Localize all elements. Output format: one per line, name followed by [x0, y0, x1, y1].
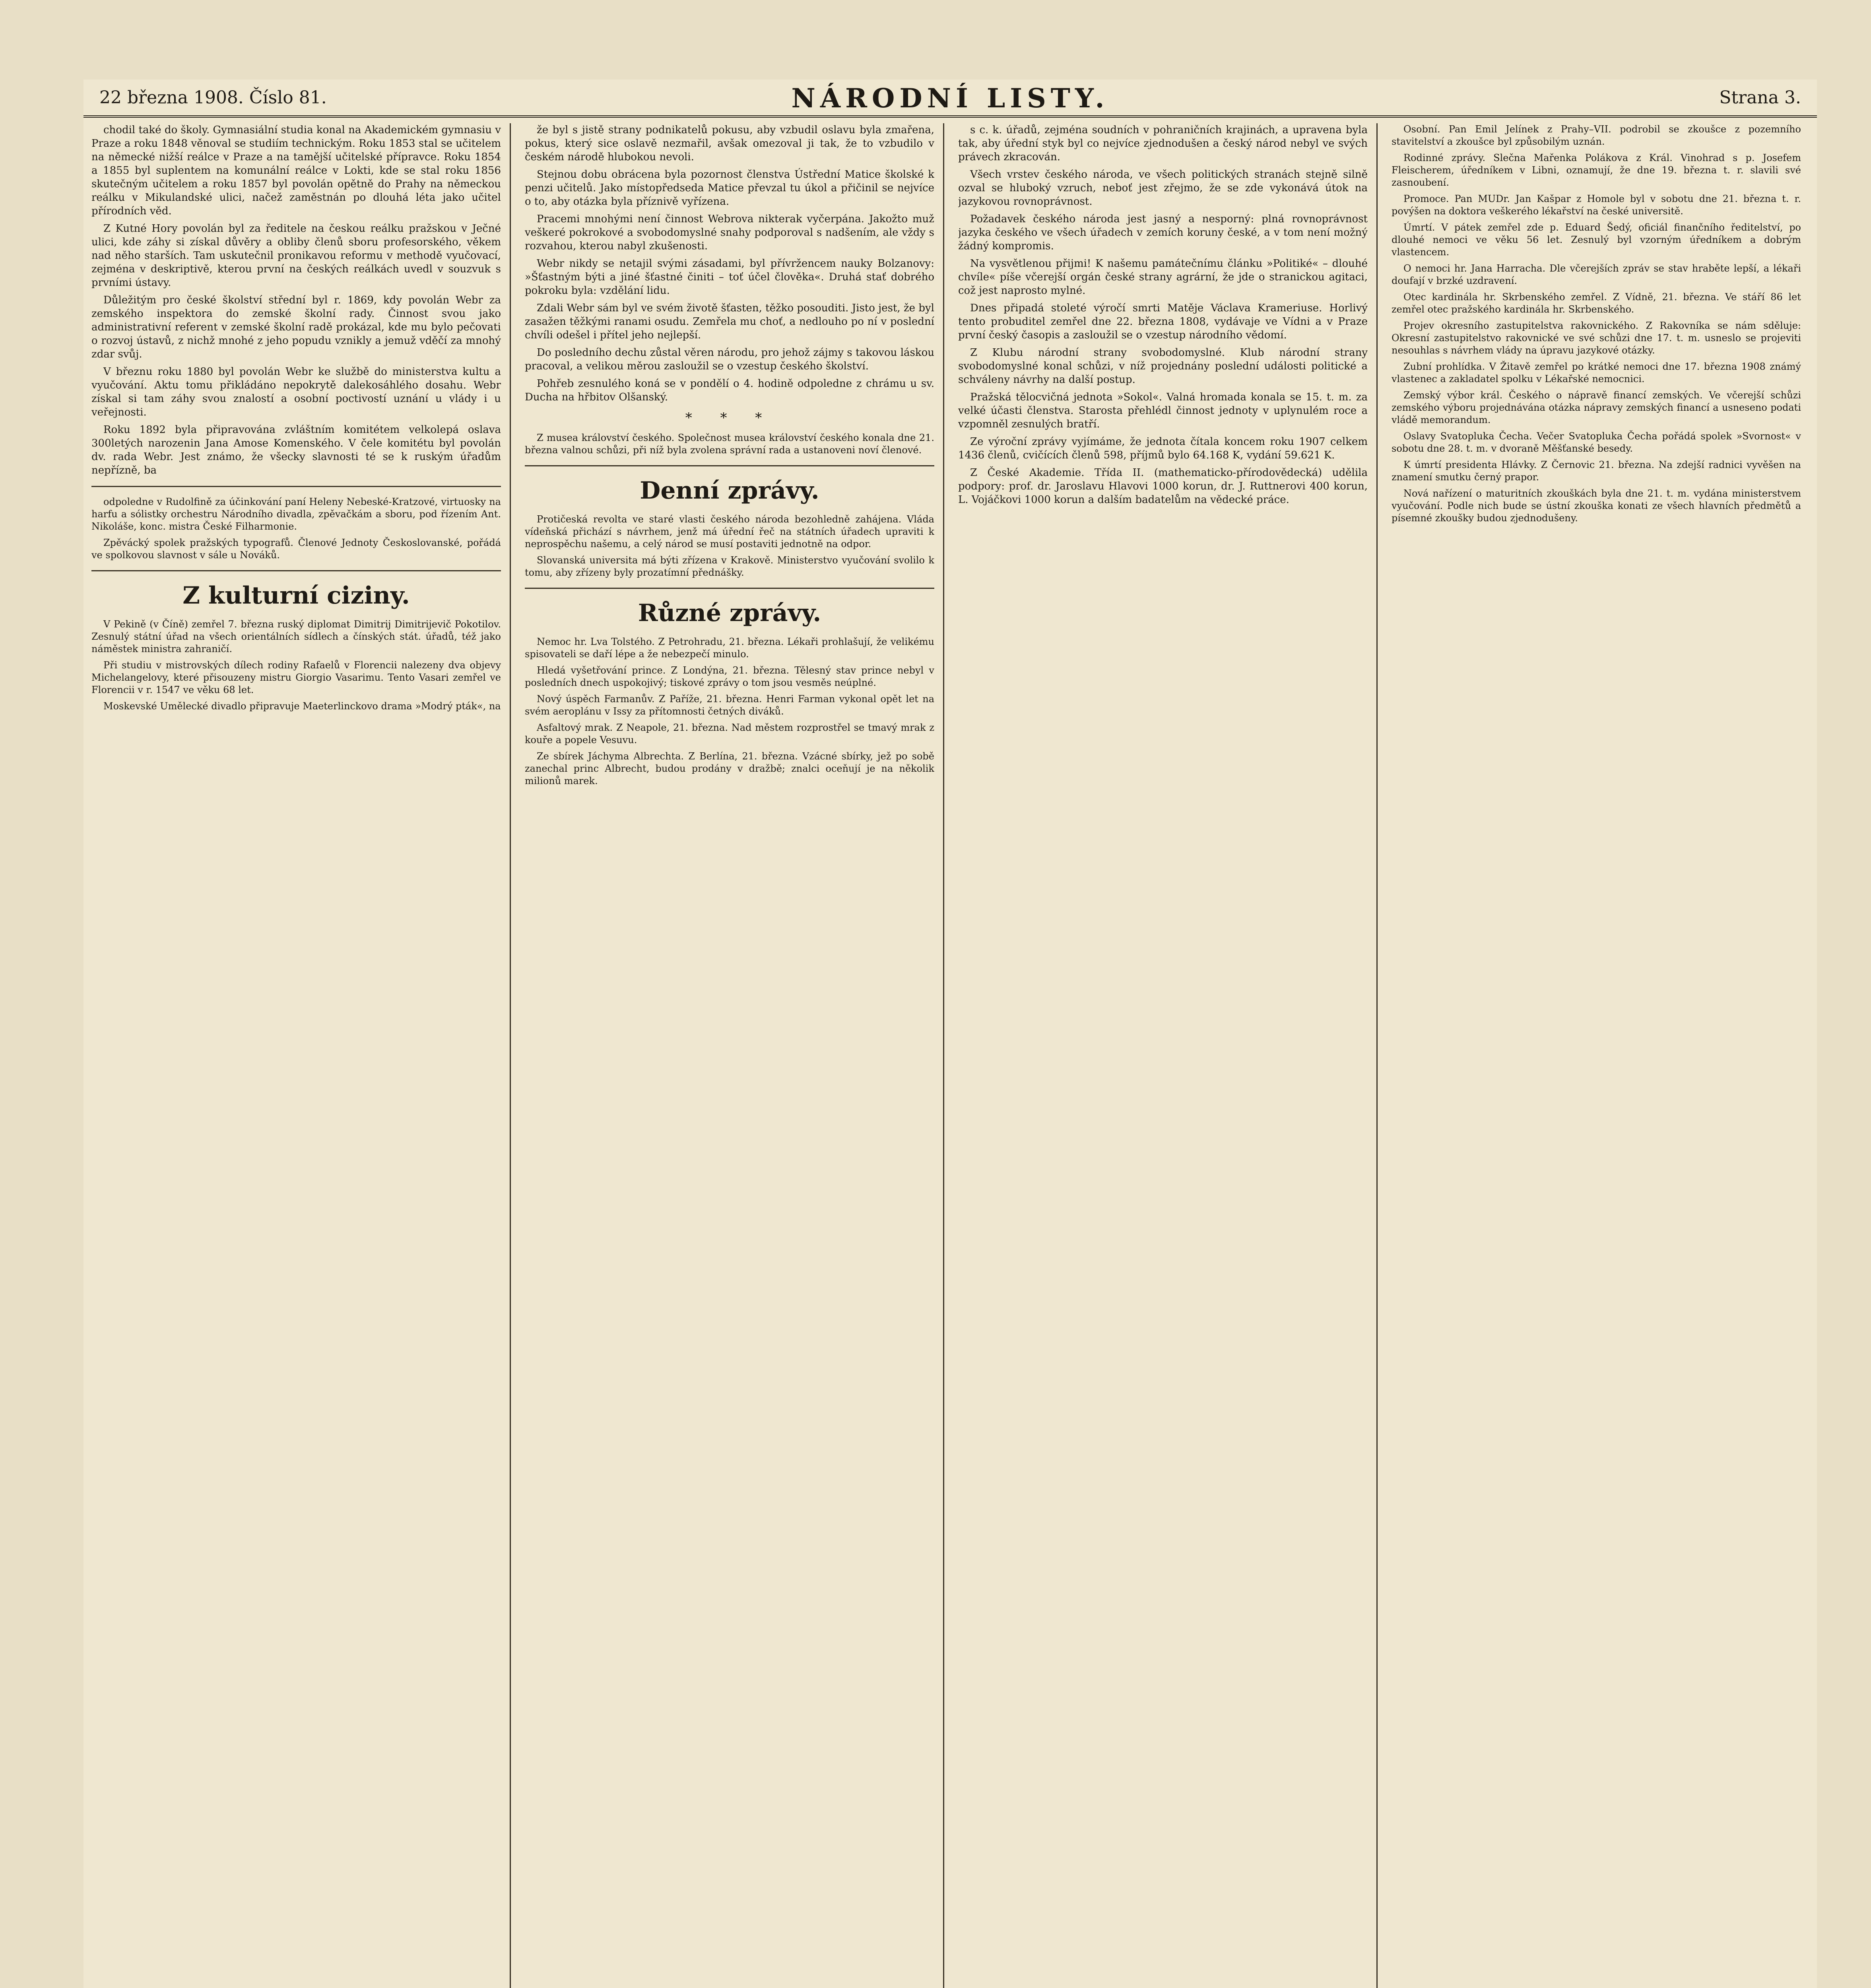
article-paragraph: Důležitým pro české školství střední byl r. 1869, kdy povolán Webr za zemského inspektora do zemské školní rady. Činnost svou jako administrativní referent v zemské školní radě prokázal, kde mu bylo pečovati o rozvoj ústavů, z nichž mnohé z jeho popudu vznikly a jemuž vděčí za mnohý zdar svůj. [91, 294, 501, 360]
news-item: K úmrtí presidenta Hlávky. Z Černovic 21. března. Na zdejší radnici vyvěšen na znamení smutku černý prapor. [1392, 459, 1801, 483]
column-2 [525, 123, 934, 1988]
newspaper-title: NÁRODNÍ LISTY. [791, 83, 1109, 114]
news-item: Z Klubu národní strany svobodomyslné. Klub národní strany svobodomyslné konal schůzi, v níž projednány poslední události politické a schváleny návrhy na další postup. [958, 347, 1368, 386]
news-item: Zpěvácký spolek pražských typografů. Členové Jednoty Českoslovanské, pořádá ve spolkovou slavnost v sále u Nováků. [91, 537, 501, 561]
column-rule [943, 123, 944, 1988]
issue-date: 22 března 1908. Číslo 81. [99, 87, 327, 108]
news-item: Při studiu v mistrovských dílech rodiny Rafaelů v Florencii nalezeny dva objevy Michelangelovy, které přisouzeny mistru Giorgio Vasarimu. Tento Vasari zemřel ve Florencii v r. 1547 ve věku 68 let. [91, 660, 501, 695]
news-item: Otec kardinála hr. Skrbenského zemřel. Z Vídně, 21. března. Ve stáří 86 let zemřel otec pražského kardinála hr. Skrbenského. [1392, 291, 1801, 315]
column-rule [1376, 123, 1378, 1988]
news-item: Hledá vyšetřování prince. Z Londýna, 21. března. Tělesný stav prince nebyl v posledních dnech uspokojivý; tiskové zprávy o tom jsou vesměs neúplné. [525, 665, 934, 688]
news-item: Nový úspěch Farmanův. Z Paříže, 21. března. Henri Farman vykonal opět let na svém aeroplánu v Issy za přítomnosti četných diváků. [525, 693, 934, 717]
news-item: Úmrtí. V pátek zemřel zde p. Eduard Šedý, oficiál finančního ředitelství, po dlouhé nemoci ve věku 56 let. Zesnulý byl vzorným úředníkem a dobrým vlastencem. [1392, 222, 1801, 258]
news-item: Pražská tělocvičná jednota »Sokol«. Valná hromada konala se 15. t. m. za velké účasti členstva. Starosta přehlédl činnost jednoty v uplynulém roce a vzpomněl zesnulých bratří. [958, 391, 1368, 430]
separator-stars: * * * [685, 410, 774, 426]
news-item: Nová nařízení o maturitních zkouškách byla dne 21. t. m. vydána ministerstvem vyučování. Podle nich bude se ústní zkouška konati ze všech hlavních předmětů a písemné zkoušky budou zjednodušeny. [1392, 488, 1801, 524]
column-rule [510, 123, 511, 1988]
section-divider [91, 570, 501, 571]
news-item: Moskevské Umělecké divadlo připravuje Maeterlinckovo drama »Modrý pták«, na [103, 701, 501, 712]
article-paragraph: Roku 1892 byla připravována zvláštním komitétem velkolepá oslava 300letých narozenin Jana Amose Komenského. V čele komitétu byl povolán dv. rada Webr. Jest známo, že všecky slavnosti té se k ruským úřadům nepřízně, ba [91, 424, 501, 476]
section-divider [525, 465, 934, 466]
masthead [83, 80, 1817, 118]
news-item: Promoce. Pan MUDr. Jan Kašpar z Homole byl v sobotu dne 21. března t. r. povýšen na doktora veškerého lékařství na české universitě. [1392, 193, 1801, 217]
article-paragraph: chodil také do školy. Gymnasiální studia konal na Akademickém gymnasiu v Praze a roku 1848 věnoval se studiím technickým. Roku 1853 stal se učitelem na německé nižší reálce v Praze a na tamější učitelské přípravce. Roku 1854 a 1855 byl suplentem na komunální reálce v Lokti, kde se stal roku 1856 skutečným učitelem a roku 1857 byl povolán opětně do Prahy na německou reálku v Mikulandské ulici, načež zaměstnán po dlouhá léta jako učitel přírodních věd. [91, 124, 501, 217]
news-item: Z České Akademie. Třída II. (mathematicko-přírodovědecká) udělila podpory: prof. dr. Jaroslavu Hlavovi 1000 korun, dr. J. Ruttnerovi 400 korun, L. Vojáčkovi 1000 korun a dalším badatelům na vědecké práce. [958, 467, 1368, 506]
article-paragraph: Pracemi mnohými není činnost Webrova nikterak vyčerpána. Jakožto muž veškeré pokrokové a svobodomyslné snahy podporoval s nadšením, ale vždy s rozvahou, kterou nabyl zkušenosti. [525, 213, 934, 252]
column-3 [958, 123, 1368, 1988]
article-paragraph: Webr nikdy se netajil svými zásadami, byl přívržencem nauky Bolzanovy: »Šťastným býti a jiné šťastné činiti – toť účel člověka«. Druhá stať dobrého pokroku byla: vzdělání lidu. [525, 258, 934, 297]
news-item: V Pekině (v Číně) zemřel 7. března ruský diplomat Dimitrij Dimitrijevič Pokotilov. Zesnulý státní úřad na všech orientálních sídlech a čínských stát. úřadů, též jako náměstek ministra zahraničí. [91, 619, 501, 654]
news-item: Protičeská revolta ve staré vlasti českého národa bezohledně zahájena. Vláda vídeňská přichází s návrhem, jenž má úřední řeč na státních úřadech upraviti k neprospěchu našemu, a celý národ se musí postaviti jednotně na odpor. [525, 514, 934, 549]
article-paragraph: s c. k. úřadů, zejména soudních v pohraničních krajinách, a upravena byla tak, aby úřední styk byl co nejvíce zjednodušen a český národ nebyl ve svých právech zkracován. [958, 124, 1368, 163]
section-divider [91, 486, 501, 487]
newspaper-page [83, 80, 1817, 1988]
column-4 [1392, 123, 1801, 1988]
news-item: Oslavy Svatopluka Čecha. Večer Svatopluka Čecha pořádá spolek »Svornost« v sobotu dne 28. t. m. v dvoraně Měšťanské besedy. [1392, 431, 1801, 454]
article-paragraph: Stejnou dobu obrácena byla pozornost členstva Ústřední Matice školské k penzi učitelů. Jako místopředseda Matice převzal tu úkol a přičinil se nejvíce o to, aby otázka byla příznivě vyřízena. [525, 169, 934, 208]
article-paragraph: Požadavek českého národa jest jasný a nesporný: plná rovnoprávnost jazyka českého ve všech úřadech v zemích koruny české, a v tom není možný žádný kompromis. [958, 213, 1368, 252]
article-paragraph: Pohřeb zesnulého koná se v pondělí o 4. hodině odpoledne z chrámu u sv. Ducha na hřbitov Olšanský. [525, 378, 934, 403]
news-item: odpoledne v Rudolfině za účinkování paní Heleny Nebeské-Kratzové, virtuosky na harfu a sólistky orchestru Národního divadla, zpěvačkám a sboru, pod řízením Ant. Nikoláše, konc. mistra České Filharmonie. [91, 496, 501, 532]
news-item: Ze sbírek Jáchyma Albrechta. Z Berlína, 21. března. Vzácné sbírky, jež po sobě zanechal princ Albrecht, budou prodány v dražbě; znalci oceňují je na několik milionů marek. [525, 751, 934, 786]
article-paragraph: Do posledního dechu zůstal věren národu, pro jehož zájmy s takovou láskou pracoval, a velikou měrou zasloužil se o vzestup českého školství. [525, 347, 934, 372]
news-item: Projev okresního zastupitelstva rakovnického. Z Rakovníka se nám sděluje: Okresní zastupitelstvo rakovnické ve své schůzi dne 17. t. m. usneslo se projeviti nesouhlas s návrhem vlády na úpravu jazykové otázky. [1392, 320, 1801, 356]
article-paragraph: Všech vrstev českého národa, ve všech politických stranách stejně silně ozval se hluboký vzruch, neboť jest zřejmo, že se zde vykonává útok na jazykovou rovnoprávnost. [958, 169, 1368, 208]
article-paragraph: V březnu roku 1880 byl povolán Webr ke službě do ministerstva kultu a vyučování. Aktu tomu přikládáno nepokrytě dalekosáhlého dosahu. Webr získal si tam záhy svou znalostí a osobní poctivostí uznání u vlády i u veřejnosti. [91, 366, 501, 418]
news-item: Asfaltový mrak. Z Neapole, 21. března. Nad městem rozprostřel se tmavý mrak z kouře a popele Vesuvu. [525, 722, 934, 746]
page-number: Strana 3. [1719, 87, 1801, 108]
section-heading: Z kulturní ciziny. [182, 582, 410, 610]
news-item: Nemoc hr. Lva Tolstého. Z Petrohradu, 21. března. Lékaři prohlašují, že velikému spisovateli se daří lépe a že nebezpečí minulo. [525, 636, 934, 660]
article-paragraph: Zdali Webr sám byl ve svém životě šťasten, těžko posouditi. Jisto jest, že byl zasažen těžkými ranami osudu. Zemřela mu choť, a nedlouho po ní v poslední chvíli odešel i přítel jeho nejlepší. [525, 302, 934, 341]
news-item: Z musea království českého. Společnost musea království českého konala dne 21. března valnou schůzi, při níž byla zvolena správní rada a ustanoveni noví členové. [525, 432, 934, 456]
news-item: Na vysvětlenou přijmi! K našemu památečnímu článku »Politiké« – dlouhé chvíle« píše včerejší orgán české strany agrární, že jde o stranickou agitaci, což jest naprosto mylné. [958, 258, 1368, 297]
news-item: Dnes připadá stoleté výročí smrti Matěje Václava Krameriuse. Horlivý tento probuditel zemřel dne 22. března 1808, vydávaje ve Vídni a v Praze první český časopis a zasloužil se o vzestup národního vědomí. [958, 302, 1368, 341]
column-1 [91, 123, 501, 1988]
article-paragraph: Z Kutné Hory povolán byl za ředitele na českou reálku pražskou v Ječné ulici, kde záhy si získal důvěry a obliby členů sboru profesorského, věkem nad něho starších. Tam uskutečnil pronikavou reformu v methodě vyučovací, zejména v deskriptivě, kterou první na českých reálkách uvedl v souzvuk s prvními ústavy. [91, 223, 501, 289]
news-item: Osobní. Pan Emil Jelínek z Prahy–VII. podrobil se zkoušce z pozemního stavitelství a zkoušce byl způsobilým uznán. [1392, 124, 1801, 147]
news-item: Slovanská universita má býti zřízena v Krakově. Ministerstvo vyučování svolilo k tomu, aby zřízeny byly prozatímní přednášky. [525, 555, 934, 578]
article-paragraph: že byl s jistě strany podnikatelů pokusu, aby vzbudil oslavu byla zmařena, pokus, který sice oslavě nezmařil, avšak omezoval ji tak, že to vzbudilo v českém národě hlubokou nevoli. [525, 124, 934, 163]
section-heading: Různé zprávy. [638, 599, 821, 627]
news-item: Zemský výbor král. Českého o nápravě financí zemských. Ve včerejší schůzi zemského výboru projednávána otázka nápravy zemských financí a usneseno podati vládě memorandum. [1392, 390, 1801, 425]
section-heading: Denní zprávy. [640, 477, 819, 505]
news-item: O nemoci hr. Jana Harracha. Dle včerejších zpráv se stav hraběte lepší, a lékaři doufají v brzké uzdravení. [1392, 263, 1801, 286]
section-divider [525, 588, 934, 589]
news-item: Ze výroční zprávy vyjímáme, že jednota čítala koncem roku 1907 celkem 1436 členů, cvičících členů 598, příjmů bylo 64.168 K, vydání 59.621 K. [958, 436, 1368, 461]
news-item: Zubní prohlídka. V Žitavě zemřel po krátké nemoci dne 17. března 1908 známý vlastenec a zakladatel spolku v Lékařské nemocnici. [1392, 361, 1801, 384]
news-item: Rodinné zprávy. Slečna Mařenka Polákova z Král. Vinohrad s p. Josefem Fleischerem, úředníkem v Libni, oznamují, že dne 19. března t. r. slavili své zasnoubení. [1392, 152, 1801, 188]
